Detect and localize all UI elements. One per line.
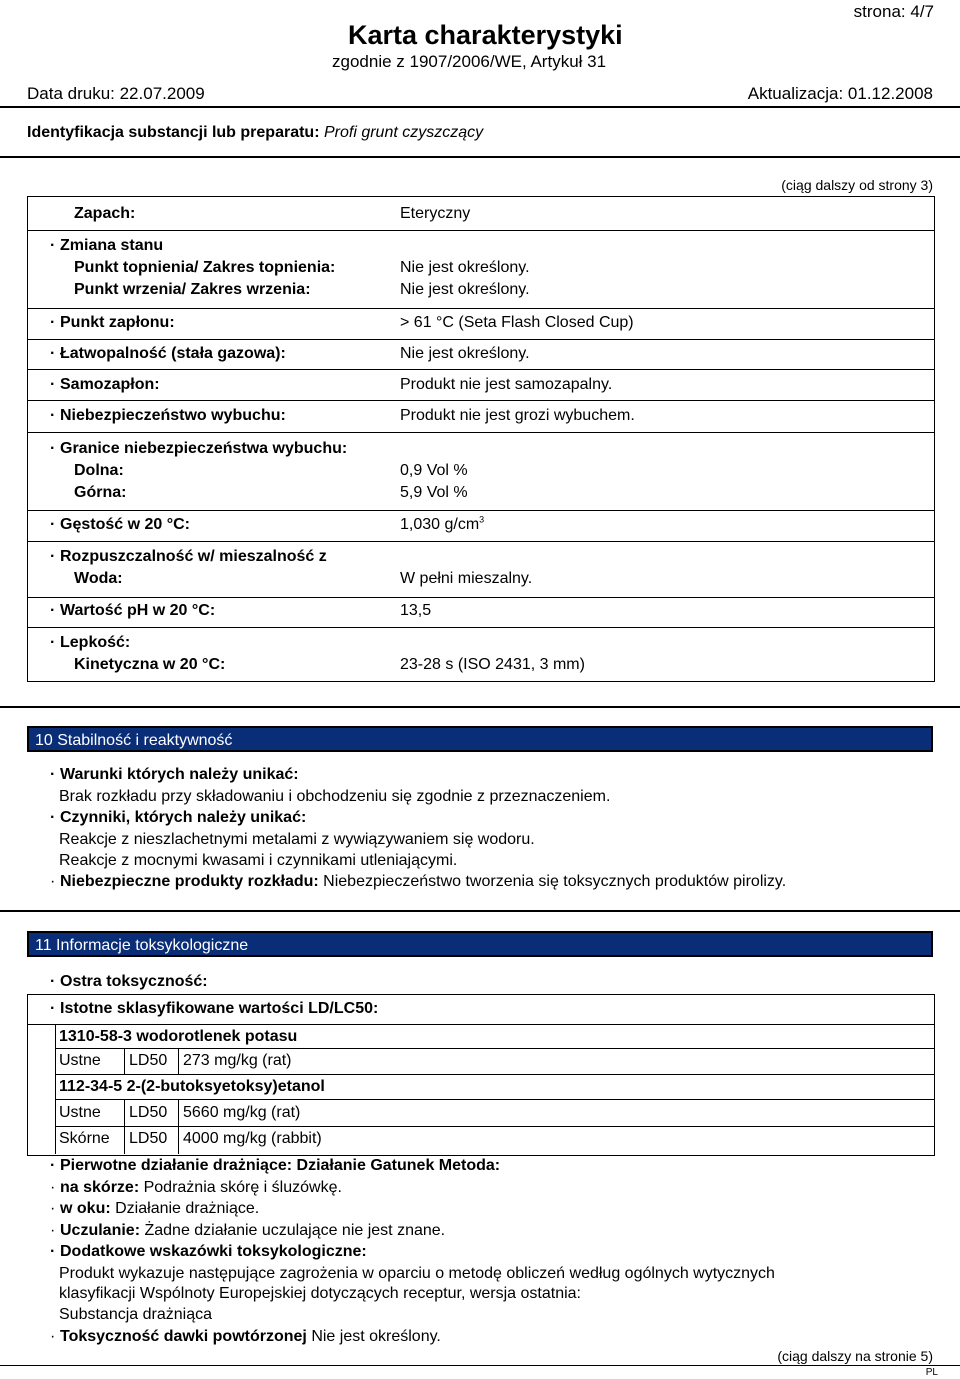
boiling-point-label: Punkt wrzenia/ Zakres wrzenia: bbox=[74, 281, 311, 298]
avoid-conditions-label: · Warunki których należy unikać: bbox=[50, 766, 299, 783]
row-divider bbox=[27, 541, 934, 542]
row-divider bbox=[27, 400, 934, 401]
section-divider bbox=[0, 706, 960, 708]
irritation-label: · Pierwotne działanie drażniące: Działanie Gatunek Metoda: bbox=[50, 1157, 501, 1174]
water-label: Woda: bbox=[74, 570, 123, 587]
substance-1-route: Ustne bbox=[59, 1052, 101, 1069]
flash-point-label: · Punkt zapłonu: bbox=[50, 314, 175, 331]
lower-limit-label: Dolna: bbox=[74, 462, 124, 479]
additional-info-label: · Dodatkowe wskazówki toksykologiczne: bbox=[50, 1243, 367, 1260]
flammability-label: · Łatwopalność (stała gazowa): bbox=[50, 345, 286, 362]
section-10-header bbox=[27, 726, 933, 752]
identification-divider bbox=[0, 156, 960, 158]
explosion-limits-label: · Granice niebezpieczeństwa wybuchu: bbox=[50, 440, 348, 457]
boiling-point-value: Nie jest określony. bbox=[400, 281, 530, 298]
substance-2-type-2: LD50 bbox=[129, 1130, 168, 1147]
avoid-materials-text-2: Reakcje z mocnymi kwasami i czynnikami utleniającymi. bbox=[59, 852, 458, 869]
substance-2-value-1: 5660 mg/kg (rat) bbox=[183, 1104, 301, 1121]
substance-2-route-1: Ustne bbox=[59, 1104, 101, 1121]
section-11-header bbox=[27, 931, 933, 957]
density-value: 1,030 $g/cm^3$ bbox=[400, 514, 485, 533]
upper-limit-value: 5,9 Vol % bbox=[400, 484, 468, 501]
table-divider bbox=[178, 1048, 179, 1074]
additional-info-text-3: Substancja drażniąca bbox=[59, 1306, 212, 1323]
row-divider bbox=[27, 369, 934, 370]
substance-2-route-2: Skórne bbox=[59, 1130, 110, 1147]
identification-value: Profi grunt czyszczący bbox=[323, 124, 484, 141]
solubility-label: · Rozpuszczalność w/ mieszalność z bbox=[50, 548, 327, 565]
sensitization-line: · Uczulanie: Żadne działanie uczulające nie jest znane. bbox=[50, 1222, 446, 1239]
odor-value: Eteryczny bbox=[400, 205, 471, 222]
viscosity-label: · Lepkość: bbox=[50, 634, 131, 651]
acute-toxicity-label: · Ostra toksyczność: bbox=[50, 973, 208, 990]
continued-to: (ciąg dalszy na stronie 5) bbox=[777, 1348, 933, 1364]
row-divider bbox=[27, 308, 934, 309]
identification-label: Identyfikacja substancji lub preparatu: bbox=[27, 124, 320, 141]
row-divider bbox=[27, 597, 934, 598]
flash-point-value: > 61 °C (Seta Flash Closed Cup) bbox=[400, 314, 634, 331]
table-divider bbox=[55, 1074, 934, 1075]
melting-point-label: Punkt topnienia/ Zakres topnienia: bbox=[74, 259, 336, 276]
row-divider bbox=[27, 432, 934, 433]
eye-line: · w oku: Działanie drażniące. bbox=[50, 1200, 260, 1217]
substance-2-name: 112-34-5 2-(2-butoksyetoksy)etanol bbox=[59, 1078, 325, 1095]
row-divider bbox=[27, 230, 934, 231]
flammability-value: Nie jest określony. bbox=[400, 345, 530, 362]
document-title: Karta charakterystyki bbox=[348, 20, 623, 50]
header-divider bbox=[0, 106, 960, 108]
avoid-materials-text-1: Reakcje z nieszlachetnymi metalami z wywiązywaniem się wodoru. bbox=[59, 831, 535, 848]
identification-line bbox=[27, 124, 483, 142]
table-divider bbox=[124, 1099, 125, 1154]
upper-limit-label: Górna: bbox=[74, 484, 127, 501]
repeat-dose-line: · Toksyczność dawki powtórzonej Nie jest określony. bbox=[50, 1328, 441, 1345]
substance-1-value: 273 mg/kg (rat) bbox=[183, 1052, 292, 1069]
substance-1-name: 1310-58-3 wodorotlenek potasu bbox=[59, 1028, 298, 1045]
self-ignition-value: Produkt nie jest samozapalny. bbox=[400, 376, 613, 393]
section-10-title: 10 Stabilność i reaktywność bbox=[35, 732, 233, 749]
self-ignition-label: · Samozapłon: bbox=[50, 376, 160, 393]
melting-point-value: Nie jest określony. bbox=[400, 259, 530, 276]
avoid-materials-label: · Czynniki, których należy unikać: bbox=[50, 809, 307, 826]
row-divider bbox=[27, 627, 934, 628]
substance-1-type: LD50 bbox=[129, 1052, 168, 1069]
table-divider bbox=[178, 1099, 179, 1154]
skin-line: · na skórze: Podrażnia skórę i śluzówkę. bbox=[50, 1179, 342, 1196]
language-code: PL bbox=[925, 1367, 938, 1378]
page-number: strona: 4/7 bbox=[853, 2, 934, 21]
decomposition-line: · Niebezpieczne produkty rozkładu: Niebezpieczeństwo tworzenia się toksycznych produktów pirolizy. bbox=[50, 873, 787, 890]
row-divider bbox=[27, 510, 934, 511]
kinematic-value: 23-28 s (ISO 2431, 3 mm) bbox=[400, 656, 585, 673]
footer-divider bbox=[0, 1365, 960, 1366]
table-divider bbox=[124, 1048, 125, 1074]
continued-from: (ciąg dalszy od strony 3) bbox=[781, 177, 933, 193]
ph-value: 13,5 bbox=[400, 602, 432, 619]
section-divider bbox=[0, 910, 960, 912]
state-change-label: · Zmiana stanu bbox=[50, 237, 164, 254]
row-divider bbox=[27, 339, 934, 340]
table-divider bbox=[55, 1099, 934, 1100]
table-divider bbox=[55, 1048, 934, 1049]
density-label: · Gęstość w 20 °C: bbox=[50, 516, 190, 533]
table-divider bbox=[55, 1024, 56, 1154]
water-value: W pełni mieszalny. bbox=[400, 570, 533, 587]
substance-2-value-2: 4000 mg/kg (rabbit) bbox=[183, 1130, 322, 1147]
print-date: Data druku: 22.07.2009 bbox=[27, 84, 205, 103]
kinematic-label: Kinetyczna w 20 °C: bbox=[74, 656, 226, 673]
odor-label: Zapach: bbox=[74, 205, 136, 222]
document-subtitle: zgodnie z 1907/2006/WE, Artykuł 31 bbox=[332, 52, 607, 71]
substance-2-type-1: LD50 bbox=[129, 1104, 168, 1121]
additional-info-text-1: Produkt wykazuje następujące zagrożenia w oparciu o metodę obliczeń według ogólnych wytycznych bbox=[59, 1265, 775, 1282]
update-date: Aktualizacja: 01.12.2008 bbox=[747, 84, 933, 103]
table-divider bbox=[55, 1126, 934, 1127]
explosion-danger-value: Produkt nie jest grozi wybuchem. bbox=[400, 407, 635, 424]
ld-values-label: · Istotne sklasyfikowane wartości LD/LC50: bbox=[50, 1000, 379, 1017]
explosion-danger-label: · Niebezpieczeństwo wybuchu: bbox=[50, 407, 286, 424]
table-divider bbox=[27, 1024, 934, 1025]
lower-limit-value: 0,9 Vol % bbox=[400, 462, 468, 479]
additional-info-text-2: klasyfikacji Wspólnoty Europejskiej dotyczących receptur, wersja ostatnia: bbox=[59, 1285, 581, 1302]
ph-label: · Wartość pH w 20 °C: bbox=[50, 602, 216, 619]
avoid-conditions-text: Brak rozkładu przy składowaniu i obchodzeniu się zgodnie z przeznaczeniem. bbox=[59, 788, 611, 805]
section-11-title: 11 Informacje toksykologiczne bbox=[35, 937, 249, 954]
